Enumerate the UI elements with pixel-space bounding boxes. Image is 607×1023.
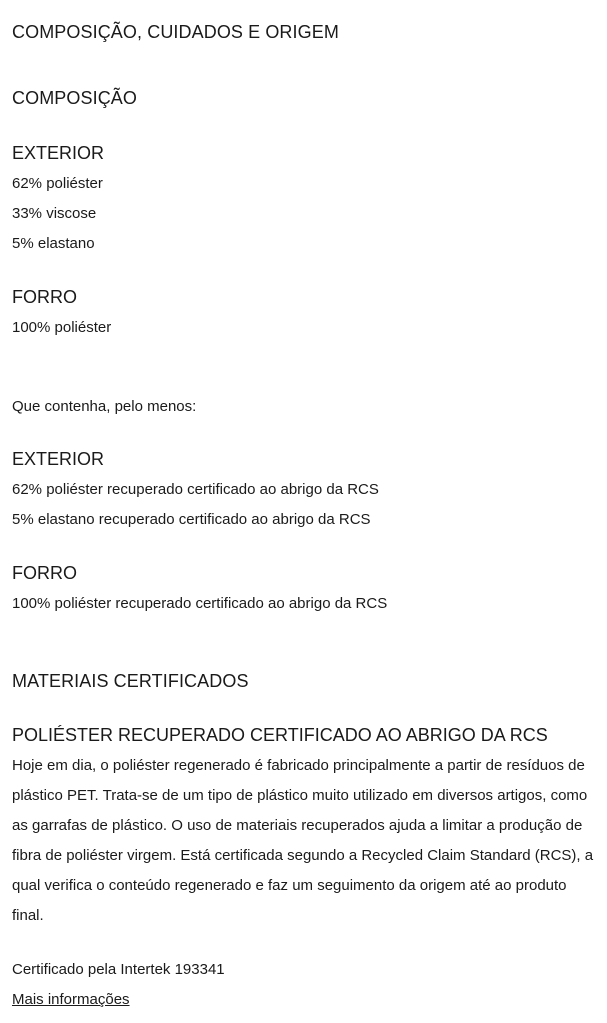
- composition-item: 33% viscose: [12, 205, 97, 222]
- composition-item: 5% elastano: [12, 235, 95, 252]
- material-description: Hoje em dia, o poliéster regenerado é fabricado principalmente a partir de resíduos de plástico PET. Trata-se de um tipo de plástico muito utilizado em diversos artigos, como as garrafas de plástico. O uso de materiais recuperados ajuda a limitar a produção de fibra de poliéster virgem. Está certificada segundo a Recycled Claim Standard (RCS), a qual verifica o conteúdo regenerado e faz um seguimento da origem até ao produto final.: [12, 757, 594, 924]
- more-info-link[interactable]: Mais informações: [12, 991, 130, 1008]
- recycled-lining-label: FORRO: [12, 563, 77, 583]
- recycled-item: 62% poliéster recuperado certificado ao abrigo da RCS: [12, 481, 379, 498]
- composition-item: 62% poliéster: [12, 175, 103, 192]
- material-title: POLIÉSTER RECUPERADO CERTIFICADO AO ABRIGO DA RCS: [12, 725, 548, 745]
- recycled-item: 5% elastano recuperado certificado ao abrigo da RCS: [12, 511, 371, 528]
- certified-materials-heading: MATERIAIS CERTIFICADOS: [12, 671, 249, 691]
- recycled-exterior-label: EXTERIOR: [12, 449, 105, 469]
- certifier-text: Certificado pela Intertek 193341: [12, 961, 225, 978]
- recycled-item: 100% poliéster recuperado certificado ao abrigo da RCS: [12, 595, 388, 612]
- page-title: COMPOSIÇÃO, CUIDADOS E ORIGEM: [12, 22, 339, 42]
- minimum-content-intro: Que contenha, pelo menos:: [12, 398, 197, 415]
- composition-heading: COMPOSIÇÃO: [12, 88, 138, 108]
- lining-label: FORRO: [12, 287, 77, 307]
- composition-item: 100% poliéster: [12, 319, 112, 336]
- exterior-label: EXTERIOR: [12, 143, 105, 163]
